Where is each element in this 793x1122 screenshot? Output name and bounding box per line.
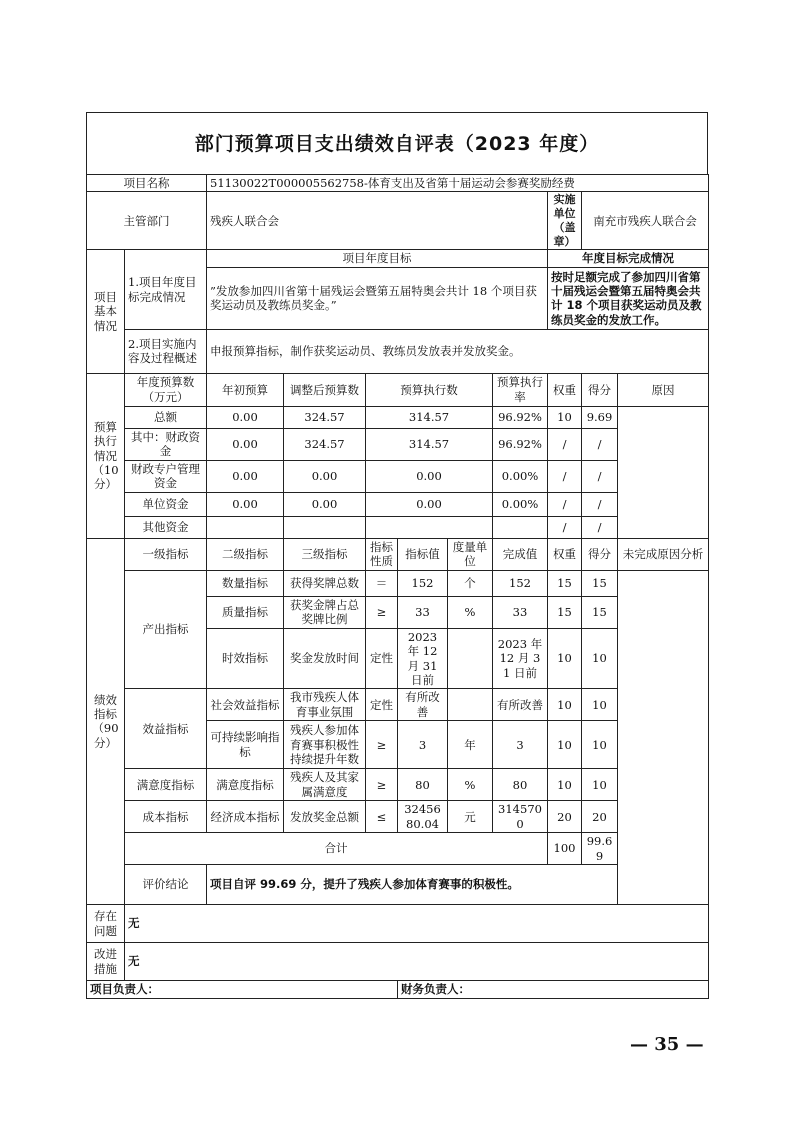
perf-cell: 15 — [582, 596, 618, 628]
budget-cell: 10 — [548, 406, 582, 428]
budget-cell: 其中：财政资金 — [125, 428, 207, 460]
perf-header: 未完成原因分析 — [618, 538, 709, 570]
budget-cell: / — [548, 516, 582, 538]
issues-label: 存在问题 — [87, 905, 125, 943]
perf-cell: 2023 年 12 月 31 日前 — [398, 628, 448, 689]
perf-cell: 15 — [582, 570, 618, 596]
perf-cell: 个 — [448, 570, 493, 596]
level1-indicator: 产出指标 — [125, 570, 207, 689]
budget-cell: / — [548, 460, 582, 492]
budget-cell: 0.00% — [493, 492, 548, 516]
perf-cell: 20 — [582, 801, 618, 833]
perf-cell: 年 — [448, 721, 493, 769]
perf-cell: 质量指标 — [207, 596, 284, 628]
dept-label: 主管部门 — [87, 192, 207, 250]
budget-header: 年初预算 — [207, 373, 284, 406]
budget-cell: 314.57 — [366, 428, 493, 460]
project-name-label: 项目名称 — [87, 175, 207, 192]
perf-header: 指标性质 — [366, 538, 398, 570]
perf-header: 二级指标 — [207, 538, 284, 570]
perf-cell: 10 — [548, 628, 582, 689]
perf-cell: 可持续影响指标 — [207, 721, 284, 769]
basic-section-label: 项目基本情况 — [87, 250, 125, 373]
perf-cell: % — [448, 769, 493, 801]
perf-cell: 10 — [548, 721, 582, 769]
budget-cell — [493, 516, 548, 538]
evaluation-text: 项目自评 99.69 分，提升了残疾人参加体育赛事的积极性。 — [207, 865, 709, 905]
impl-unit-value: 南充市残疾人联合会 — [582, 192, 709, 250]
evaluation-label: 评价结论 — [125, 865, 207, 905]
self-evaluation-table — [86, 174, 709, 999]
perf-cell: 10 — [582, 769, 618, 801]
process-label: 2.项目实施内容及过程概述 — [125, 329, 207, 373]
perf-cell: 我市残疾人体育事业氛围 — [284, 689, 366, 721]
perf-cell — [448, 628, 493, 689]
perf-cell: 10 — [548, 689, 582, 721]
perf-header: 度量单位 — [448, 538, 493, 570]
perf-cell: 定性 — [366, 628, 398, 689]
budget-cell: 0.00 — [366, 460, 493, 492]
budget-cell: 0.00 — [207, 428, 284, 460]
perf-cell: 15 — [548, 596, 582, 628]
project-name-value: 51130022T000005562758-体育支出及省第十届运动会参赛奖励经费 — [207, 175, 709, 192]
perf-cell: 20 — [548, 801, 582, 833]
perf-cell — [448, 689, 493, 721]
budget-cell: / — [548, 428, 582, 460]
level1-indicator: 效益指标 — [125, 689, 207, 769]
perf-cell: 3145700 — [493, 801, 548, 833]
total-weight: 100 — [548, 833, 582, 865]
perf-header: 完成值 — [493, 538, 548, 570]
budget-cell: 324.57 — [284, 428, 366, 460]
perf-cell: 152 — [493, 570, 548, 596]
perf-cell: 10 — [582, 721, 618, 769]
budget-cell: 财政专户管理资金 — [125, 460, 207, 492]
budget-header: 原因 — [618, 373, 709, 406]
page-number: — 35 — — [630, 1034, 704, 1055]
perf-cell: 15 — [548, 570, 582, 596]
total-label: 合计 — [125, 833, 548, 865]
perf-cell: 80 — [398, 769, 448, 801]
perf-cell: % — [448, 596, 493, 628]
dept-value: 残疾人联合会 — [207, 192, 548, 250]
perf-cell: 获得奖牌总数 — [284, 570, 366, 596]
perf-cell: ≤ — [366, 801, 398, 833]
perf-cell: 3 — [493, 721, 548, 769]
perf-cell: 2023 年 12 月 31 日前 — [493, 628, 548, 689]
budget-header: 预算执行数 — [366, 373, 493, 406]
perf-cell: 3245680.04 — [398, 801, 448, 833]
level1-indicator: 成本指标 — [125, 801, 207, 833]
issues-text: 无 — [125, 905, 709, 943]
budget-cell: 0.00% — [493, 460, 548, 492]
perf-cell: 80 — [493, 769, 548, 801]
budget-header: 调整后预算数 — [284, 373, 366, 406]
budget-cell: 总额 — [125, 406, 207, 428]
budget-cell: / — [582, 492, 618, 516]
perf-header: 三级指标 — [284, 538, 366, 570]
perf-header: 得分 — [582, 538, 618, 570]
impl-unit-label: 实施单位（盖章） — [548, 192, 582, 250]
perf-cell: 数量指标 — [207, 570, 284, 596]
goal-label: 1.项目年度目标完成情况 — [125, 250, 207, 329]
budget-cell: 9.69 — [582, 406, 618, 428]
perf-cell: 社会效益指标 — [207, 689, 284, 721]
perf-header: 一级指标 — [125, 538, 207, 570]
finance-lead-label: 财务负责人： — [398, 981, 709, 999]
perf-cell: 残疾人及其家属满意度 — [284, 769, 366, 801]
perf-cell: 残疾人参加体育赛事积极性持续提升年数 — [284, 721, 366, 769]
budget-cell — [207, 516, 284, 538]
perf-header: 权重 — [548, 538, 582, 570]
budget-cell: / — [582, 460, 618, 492]
completion-header: 年度目标完成情况 — [548, 250, 709, 267]
budget-cell: 314.57 — [366, 406, 493, 428]
budget-cell: 96.92% — [493, 428, 548, 460]
level1-indicator: 满意度指标 — [125, 769, 207, 801]
perf-cell: ＝ — [366, 570, 398, 596]
budget-reason-cell — [618, 406, 709, 538]
budget-cell: / — [582, 516, 618, 538]
budget-cell: 其他资金 — [125, 516, 207, 538]
perf-cell: ≥ — [366, 769, 398, 801]
perf-cell: 经济成本指标 — [207, 801, 284, 833]
measures-text: 无 — [125, 943, 709, 981]
perf-cell: ≥ — [366, 721, 398, 769]
perf-section-label: 绩效指标（90分） — [87, 538, 125, 904]
budget-cell: 单位资金 — [125, 492, 207, 516]
budget-cell: 0.00 — [207, 492, 284, 516]
perf-cell: 10 — [548, 769, 582, 801]
perf-cell: 10 — [582, 628, 618, 689]
budget-cell: 0.00 — [366, 492, 493, 516]
budget-cell: 0.00 — [284, 492, 366, 516]
budget-cell: / — [548, 492, 582, 516]
budget-cell: 324.57 — [284, 406, 366, 428]
unfinished-reason-cell — [618, 570, 709, 904]
perf-cell: 有所改善 — [493, 689, 548, 721]
perf-header: 指标值 — [398, 538, 448, 570]
project-lead-label: 项目负责人： — [87, 981, 398, 999]
perf-cell: 定性 — [366, 689, 398, 721]
perf-cell: 获奖金牌占总奖牌比例 — [284, 596, 366, 628]
budget-cell: 96.92% — [493, 406, 548, 428]
perf-cell: 33 — [398, 596, 448, 628]
perf-cell: 满意度指标 — [207, 769, 284, 801]
budget-header: 得分 — [582, 373, 618, 406]
total-score: 99.69 — [582, 833, 618, 865]
perf-cell: 发放奖金总额 — [284, 801, 366, 833]
perf-cell: 10 — [582, 689, 618, 721]
budget-cell — [284, 516, 366, 538]
budget-cell: 0.00 — [207, 406, 284, 428]
perf-cell: 33 — [493, 596, 548, 628]
completion-text: 按时足额完成了参加四川省第十届残运会暨第五届特奥会共计 18 个项目获奖运动员及教练员奖金的发放工作。 — [548, 267, 709, 329]
measures-label: 改进措施 — [87, 943, 125, 981]
budget-header: 权重 — [548, 373, 582, 406]
perf-cell: 奖金发放时间 — [284, 628, 366, 689]
budget-header: 年度预算数（万元） — [125, 373, 207, 406]
goal-header: 项目年度目标 — [207, 250, 548, 267]
budget-cell — [366, 516, 493, 538]
perf-cell: 元 — [448, 801, 493, 833]
process-text: 申报预算指标，制作获奖运动员、教练员发放表并发放奖金。 — [207, 329, 709, 373]
perf-cell: 3 — [398, 721, 448, 769]
perf-cell: 时效指标 — [207, 628, 284, 689]
budget-cell: / — [582, 428, 618, 460]
page-title: 部门预算项目支出绩效自评表（2023 年度） — [86, 112, 708, 174]
budget-header: 预算执行率 — [493, 373, 548, 406]
budget-cell: 0.00 — [207, 460, 284, 492]
goal-text: ”发放参加四川省第十届残运会暨第五届特奥会共计 18 个项目获奖运动员及教练员奖金。” — [207, 267, 548, 329]
perf-cell: 有所改善 — [398, 689, 448, 721]
budget-cell: 0.00 — [284, 460, 366, 492]
budget-section-label: 预算执行情况（10分） — [87, 373, 125, 538]
perf-cell: ≥ — [366, 596, 398, 628]
perf-cell: 152 — [398, 570, 448, 596]
